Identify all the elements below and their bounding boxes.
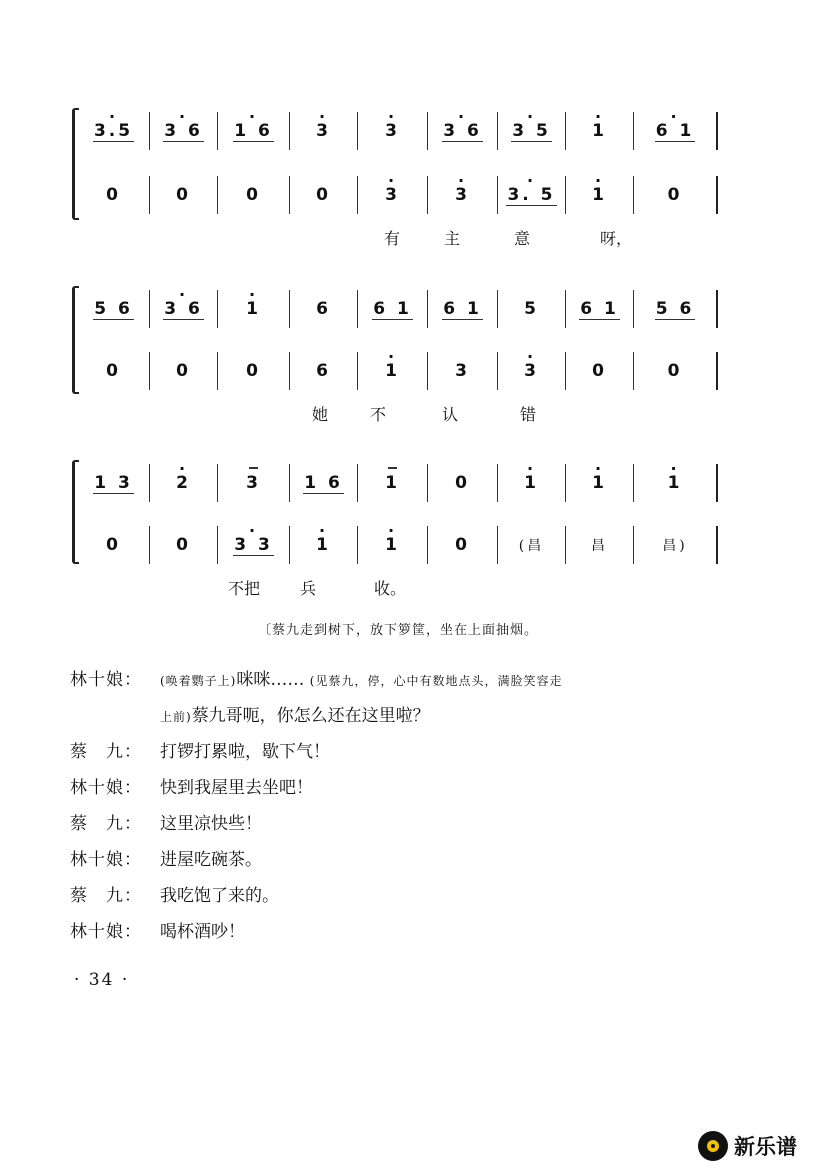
dialogue-line [70,734,730,770]
measure: · 3 [358,176,428,214]
lyric: 不 [370,405,387,424]
measure: 6 1 [428,290,498,328]
top-staff [78,290,718,328]
measure: 0 [150,352,218,390]
lyric: 收。 [374,579,407,598]
page-number: · 34 · [74,970,130,990]
score-system-3 [78,460,718,564]
measure: · 3 [498,352,566,390]
dialogue [70,662,730,950]
watermark-logo [698,1129,797,1163]
measure: 昌 [566,526,634,564]
speech [160,662,730,699]
top-staff [78,112,718,150]
speech-text: 我吃饱了来的。 [160,886,279,906]
measure: · 3 6 [428,112,498,150]
measure: 0 [428,464,498,502]
lyric: 她 [312,405,329,424]
speech-text: 进屋吃碗茶。 [160,850,262,870]
speaker: 林十娘： [70,850,142,870]
measure: 0 [78,352,150,390]
score-system-2 [78,286,718,394]
measure: · 3.5 [78,112,150,150]
measure: · 3 6 [150,290,218,328]
aside: 上前) [160,710,192,724]
dialogue-line [70,806,730,842]
measure: 1 6 [290,464,358,502]
measure: 0 [634,176,718,214]
measure: 昌) [634,526,718,564]
record-disc-icon [698,1131,728,1161]
speech-text: 打锣打累啦，歇下气！ [160,742,330,762]
measure: · 3 [428,176,498,214]
lyrics-line-3 [78,576,718,600]
measure: · 3. 5 [498,176,566,214]
measure: · 1 [358,352,428,390]
measure: · 3 3 [218,526,290,564]
measure: 5 6 [634,290,718,328]
speech-text: 咪咪…… [236,670,305,690]
speech-text: 快到我屋里去坐吧！ [160,778,313,798]
measure: · 1 6 [218,112,290,150]
lyric: 主 [444,229,461,248]
measure: 6 1 [566,290,634,328]
measure: · 1 [290,526,358,564]
measure: 6 [290,290,358,328]
measure: · 3 [290,112,358,150]
speaker: 蔡 九： [70,814,142,834]
measure: · 3 [358,112,428,150]
lyric: 意 [514,229,531,248]
aside: (见蔡九，停，心中有数地点头，满脸笑容走 [309,674,563,688]
bottom-staff [78,176,718,214]
measure: 0 [566,352,634,390]
speech-text: 蔡九哥呃，你怎么还在这里啦？ [191,706,430,726]
measure: 1 3 [78,464,150,502]
measure: 6 1 [358,290,428,328]
measure: · 2 [150,464,218,502]
lyric: 认 [442,405,459,424]
measure: · 1 [566,112,634,150]
measure: · 1 [566,464,634,502]
measure: 0 [290,176,358,214]
measure: · 1 [566,176,634,214]
measure: 0 [150,176,218,214]
measure: (昌 [498,526,566,564]
aside: (唤着鹦子上) [160,674,237,688]
measure: 0 [634,352,718,390]
measure: 5 6 [78,290,150,328]
lyric: 呀， [600,229,633,248]
speaker: 蔡 九： [70,886,142,906]
watermark-text: 新乐谱 [734,1135,797,1159]
lyrics-line-2 [78,402,718,426]
dialogue-line [70,770,730,806]
lyrics-line-1 [78,226,718,250]
lyric: 不把 [228,579,261,598]
measure: · 3 6 [150,112,218,150]
speaker: 林十娘： [70,778,142,798]
measure: 1 [358,464,428,502]
measure: 3 [428,352,498,390]
top-staff [78,464,718,502]
measure: 6 [290,352,358,390]
measure: 0 [78,526,150,564]
lyric: 兵 [300,579,317,598]
measure: 0 [428,526,498,564]
dialogue-line [70,842,730,878]
dialogue-line [70,914,730,950]
measure: · 1 [634,464,718,502]
speaker: 林十娘： [70,922,142,942]
measure: · 3 5 [498,112,566,150]
dialogue-continuation [70,699,730,734]
lyric: 有 [384,229,401,248]
speech-text: 这里凉快些！ [160,814,262,834]
measure: 0 [218,176,290,214]
measure: 0 [150,526,218,564]
score-system-1 [78,108,718,220]
speaker: 蔡 九： [70,742,142,762]
measure: 0 [218,352,290,390]
measure: · 1 [218,290,290,328]
measure: 0 [78,176,150,214]
speech-text: 喝杯酒吵！ [160,922,245,942]
speaker: 林十娘： [70,670,142,690]
measure: · 1 [498,464,566,502]
measure: 5 [498,290,566,328]
measure: · 6 1 [634,112,718,150]
bottom-staff [78,352,718,390]
bottom-staff [78,526,718,564]
measure: · 1 [358,526,428,564]
measure: 3 [218,464,290,502]
lyric: 错 [520,405,537,424]
dialogue-line [70,662,730,699]
dialogue-line [70,878,730,914]
stage-direction: 〔蔡九走到树下，放下箩筐，坐在上面抽烟。 [258,623,539,638]
